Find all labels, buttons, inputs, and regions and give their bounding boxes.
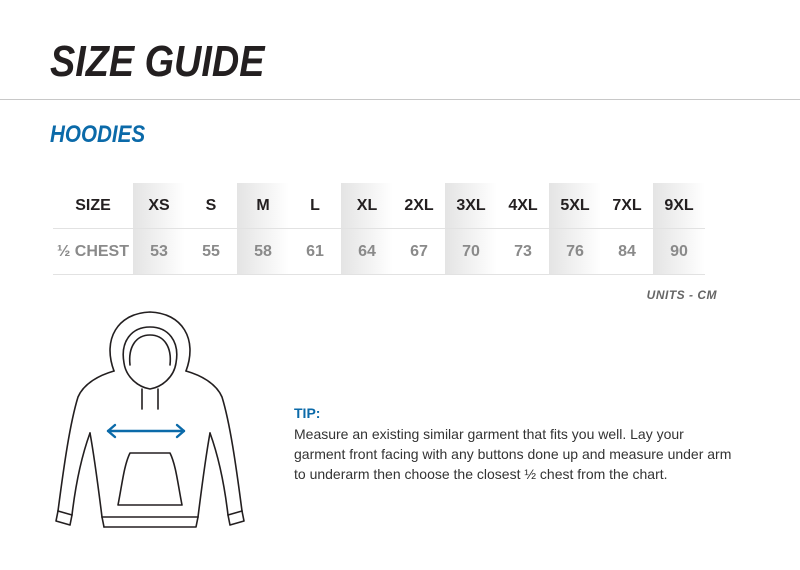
size-cell: 2XL xyxy=(393,183,445,229)
size-cell: 9XL xyxy=(653,183,705,229)
size-cell: XS xyxy=(133,183,185,229)
chest-cell: 76 xyxy=(549,229,601,275)
chest-cell: 84 xyxy=(601,229,653,275)
size-table xyxy=(53,183,705,275)
size-cell: 4XL xyxy=(497,183,549,229)
chest-measure-arrow-icon xyxy=(104,423,188,439)
size-cell: 7XL xyxy=(601,183,653,229)
table-row-chest xyxy=(53,229,705,275)
chest-cell: 70 xyxy=(445,229,497,275)
tip-label: TIP: xyxy=(294,405,321,421)
chest-cell: 67 xyxy=(393,229,445,275)
size-cell: 3XL xyxy=(445,183,497,229)
chest-cell: 73 xyxy=(497,229,549,275)
section-title: HOODIES xyxy=(50,121,146,148)
tip-text xyxy=(294,424,754,484)
tip-block xyxy=(294,404,754,484)
chest-cell: 58 xyxy=(237,229,289,275)
size-cell: M xyxy=(237,183,289,229)
units-label: UNITS - CM xyxy=(646,288,717,302)
size-cell: S xyxy=(185,183,237,229)
chest-cell: 64 xyxy=(341,229,393,275)
size-cell: XL xyxy=(341,183,393,229)
row-label-size: SIZE xyxy=(53,183,133,229)
chest-cell: 53 xyxy=(133,229,185,275)
size-cell: 5XL xyxy=(549,183,601,229)
header-divider xyxy=(0,99,800,100)
page-title: SIZE GUIDE xyxy=(50,37,265,86)
chest-cell: 55 xyxy=(185,229,237,275)
table-row-size xyxy=(53,183,705,229)
row-label-chest: ½ CHEST xyxy=(53,229,133,275)
size-cell: L xyxy=(289,183,341,229)
tip-line: Measure an existing similar garment that fits you well. Lay your xyxy=(294,426,684,442)
tip-line: garment front facing with any buttons done up and measure under arm xyxy=(294,446,732,462)
chest-cell: 90 xyxy=(653,229,705,275)
tip-line: to underarm then choose the closest ½ chest from the chart. xyxy=(294,466,668,482)
chest-cell: 61 xyxy=(289,229,341,275)
hoodie-icon xyxy=(50,305,250,535)
